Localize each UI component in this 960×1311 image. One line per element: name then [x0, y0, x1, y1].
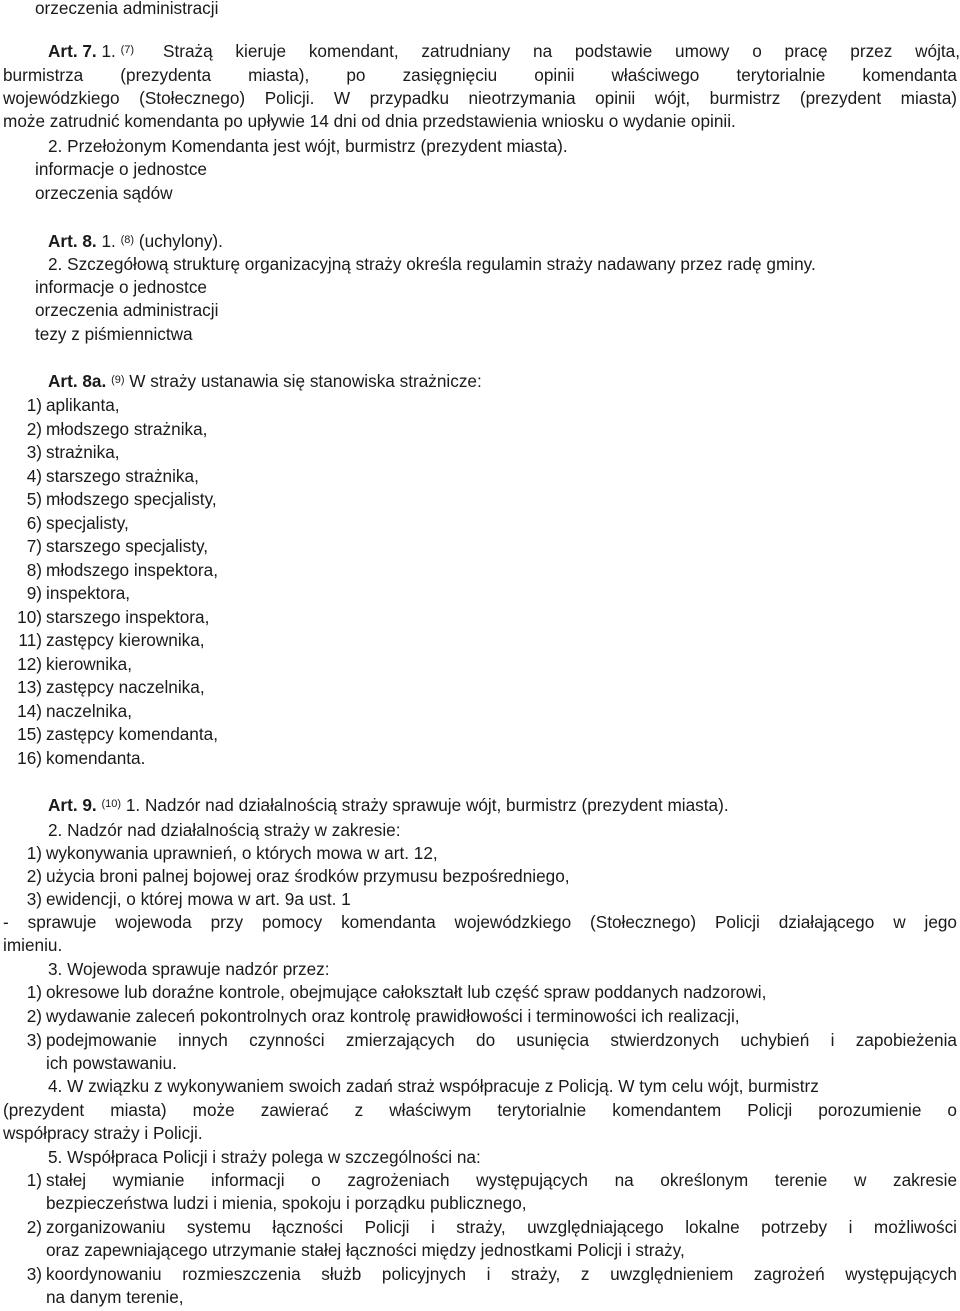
list-item-text: młodszego inspektora,	[46, 559, 218, 580]
list-item-number: 3)	[26, 889, 42, 909]
list-item-number: 7)	[26, 536, 42, 556]
art9-p4-line3: współpracy straży i Policji.	[3, 1123, 203, 1143]
footnote-ref-7[interactable]: (7)	[120, 44, 135, 56]
footnote-ref-9[interactable]: (9)	[111, 374, 125, 386]
art9-label: Art. 9.	[48, 795, 97, 815]
list-item-text-line2: bezpieczeństwa ludzi i mienia, spokoju i porządku publicznego,	[46, 1193, 527, 1213]
list-item-text: specjalisty,	[46, 512, 129, 533]
art9-p2-tail-line2: imieniu.	[3, 935, 63, 955]
link-informacje-o-jednostce[interactable]: informacje o jednostce	[35, 159, 207, 179]
art9-p3: 3. Wojewoda sprawuje nadzór przez:	[48, 959, 330, 979]
list-item-number: 2)	[26, 1006, 42, 1026]
list-item-text: okresowe lub doraźne kontrole, obejmujące całokształt lub część spraw poddanych nadzorowi,	[46, 982, 767, 1002]
list-item-text: zastępcy naczelnika,	[46, 677, 205, 697]
list-item-number: 15)	[17, 724, 42, 744]
link-tezy-z-pismiennictwa[interactable]: tezy z piśmiennictwa	[35, 324, 193, 344]
list-item-number: 8)	[26, 559, 42, 580]
list-item-text: aplikanta,	[46, 395, 120, 415]
list-item-number: 5)	[26, 489, 42, 509]
list-item-number: 4)	[26, 465, 42, 486]
art7-p2: 2. Przełożonym Komendanta jest wójt, burmistrz (prezydent miasta).	[48, 136, 568, 156]
list-item-text: podejmowanie innych czynności zmierzających do usunięcia stwierdzonych uchybień i zapobieżenia	[46, 1030, 957, 1050]
list-item-number: 12)	[17, 653, 42, 674]
list-item-text: zastępcy komendanta,	[46, 724, 218, 744]
list-item-number: 3)	[26, 1264, 42, 1284]
list-item-text: wykonywania uprawnień, o których mowa w art. 12,	[46, 843, 438, 863]
list-item-number: 1)	[26, 843, 42, 863]
list-item-text: starszego specjalisty,	[46, 536, 209, 556]
art7-p1-line4: może zatrudnić komendanta po upływie 14 dni od dnia przedstawienia wniosku o wydanie opinii.	[3, 111, 736, 131]
art9-p4-line2: (prezydent miasta) może zawierać z właściwym terytorialnie komendantem Policji porozumienie o	[3, 1100, 957, 1120]
list-item-number: 16)	[17, 747, 42, 768]
art7-p1-line1	[48, 40, 960, 66]
art8-p1-num: 1.	[101, 231, 116, 251]
link-orzeczenia-administracji[interactable]: orzeczenia administracji	[35, 0, 219, 18]
list-item-text: młodszego specjalisty,	[46, 489, 217, 509]
list-item-number: 13)	[17, 677, 42, 697]
list-item-text: wydawanie zaleceń pokontrolnych oraz kontrolę prawidłowości i terminowości ich realizacji,	[46, 1006, 740, 1026]
art8-p2: 2. Szczegółową strukturę organizacyjną straży określa regulamin straży nadawany przez radę gminy.	[48, 254, 816, 274]
list-item-text: strażnika,	[46, 442, 120, 462]
list-item-text: naczelnika,	[46, 700, 132, 721]
list-item-text-line2: na danym terenie,	[46, 1287, 184, 1307]
list-item-number: 1)	[26, 1170, 42, 1190]
art8-p1-text: (uchylony).	[138, 231, 223, 251]
art9-p1	[48, 794, 960, 820]
list-item-number: 1)	[26, 982, 42, 1002]
art7-p1-num: 1.	[101, 41, 116, 61]
list-item-number: 11)	[18, 630, 42, 650]
art9-p1-text: 1. Nadzór nad działalnością straży sprawuje wójt, burmistrz (prezydent miasta).	[125, 795, 729, 815]
list-item-text: kierownika,	[46, 653, 132, 674]
footnote-ref-8[interactable]: (8)	[120, 234, 135, 246]
list-item-number: 2)	[26, 418, 42, 439]
list-item-number: 2)	[26, 866, 42, 886]
list-item-number: 9)	[26, 583, 42, 603]
art7-p1-line2: burmistrza (prezydenta miasta), po zasięgnięciu opinii właściwego terytorialnie komendanta	[3, 65, 957, 85]
list-item-number: 1)	[26, 395, 42, 415]
art7-p1-text1: Strażą kieruje komendant, zatrudniany na podstawie umowy o pracę przez wójta,	[163, 41, 960, 61]
list-item-text: młodszego strażnika,	[46, 418, 208, 439]
footnote-ref-10[interactable]: (10)	[101, 798, 122, 810]
art8a-intro-text: W straży ustanawia się stanowiska strażnicze:	[129, 371, 482, 391]
art8a-intro	[48, 370, 960, 396]
list-item-number: 6)	[26, 512, 42, 533]
art8a-label: Art. 8a.	[48, 371, 107, 391]
list-item-number: 3)	[26, 442, 42, 462]
art7-label: Art. 7.	[48, 41, 97, 61]
list-item-number: 10)	[17, 606, 42, 627]
list-item-number: 3)	[26, 1030, 42, 1050]
link-informacje-o-jednostce-2[interactable]: informacje o jednostce	[35, 277, 207, 297]
art7-p1-line3: wojewódzkiego (Stołecznego) Policji. W przypadku nieotrzymania opinii wójt, burmistrz (prezydent miasta)	[3, 88, 957, 108]
list-item-text: starszego strażnika,	[46, 465, 199, 486]
link-orzeczenia-sadow[interactable]: orzeczenia sądów	[35, 183, 173, 203]
art9-p2: 2. Nadzór nad działalnością straży w zakresie:	[48, 820, 401, 840]
art9-p4-line1: 4. W związku z wykonywaniem swoich zadań straż współpracuje z Policją. W tym celu wójt, burmistrz	[48, 1076, 819, 1096]
list-item-text-line2: ich powstawaniu.	[46, 1053, 177, 1073]
art9-p2-tail-line1: - sprawuje wojewoda przy pomocy komendanta wojewódzkiego (Stołecznego) Policji działającego w jego	[3, 912, 957, 932]
art9-p5: 5. Współpraca Policji i straży polega w szczególności na:	[48, 1147, 481, 1167]
art8-label: Art. 8.	[48, 231, 97, 251]
list-item-text: użycia broni palnej bojowej oraz środków przymusu bezpośredniego,	[46, 866, 570, 886]
list-item-text: koordynowaniu rozmieszczenia służb policyjnych i straży, z uwzględnieniem zagrożeń występujących	[46, 1264, 957, 1284]
list-item-text-line2: oraz zapewniającego utrzymanie stałej łączności między jednostkami Policji i straży,	[46, 1240, 685, 1260]
list-item-text: komendanta.	[46, 747, 146, 768]
list-item-number: 2)	[26, 1217, 42, 1237]
list-item-text: inspektora,	[46, 583, 131, 603]
list-item-number: 14)	[17, 700, 42, 721]
list-item-text: ewidencji, o której mowa w art. 9a ust. 1	[46, 889, 351, 909]
list-item-text: stałej wymianie informacji o zagrożeniach występujących na określonym terenie w zakresie	[46, 1170, 957, 1190]
list-item-text: zorganizowaniu systemu łączności Policji i straży, uwzględniającego lokalne potrzeby i możliwości	[46, 1217, 957, 1237]
link-orzeczenia-administracji-2[interactable]: orzeczenia administracji	[35, 300, 219, 320]
list-item-text: zastępcy kierownika,	[46, 630, 205, 650]
list-item-text: starszego inspektora,	[46, 606, 210, 627]
